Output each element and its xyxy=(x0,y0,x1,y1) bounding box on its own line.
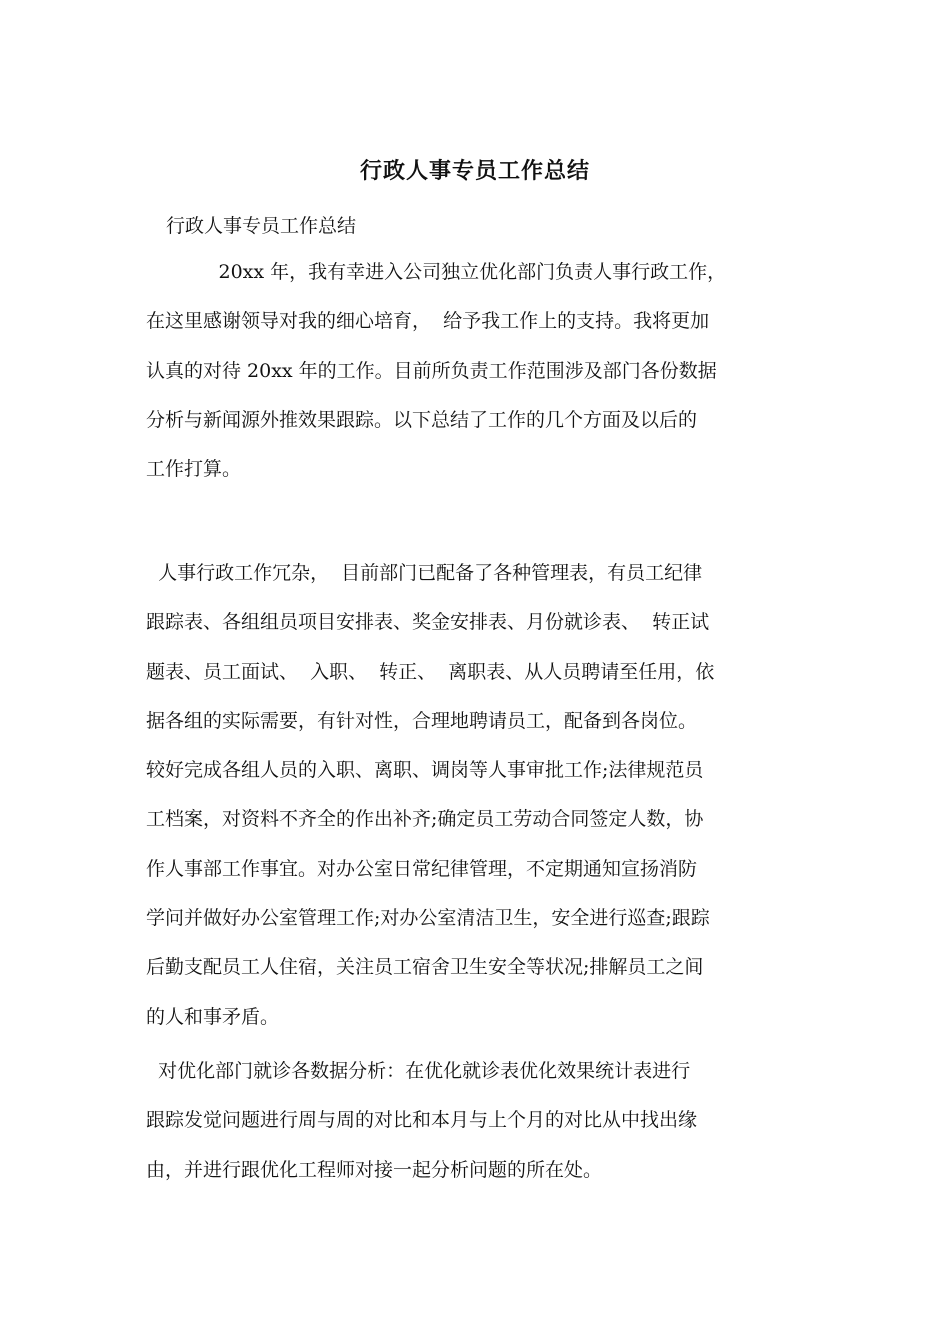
paragraph-line: 的人和事矛盾。 xyxy=(146,1005,280,1028)
paragraph-line: 据各组的实际需要，有针对性，合理地聘请员工，配备到各岗位。 xyxy=(146,709,698,732)
paragraph-line: 题表、员工面试、 入职、 转正、 离职表、从人员聘请至任用，依 xyxy=(146,660,715,683)
paragraph-line: 20xx 年，我有幸进入公司独立优化部门负责人事行政工作， xyxy=(146,261,727,283)
paragraph-hr-admin xyxy=(146,549,836,1042)
paragraph-data-analysis xyxy=(146,1047,836,1195)
paragraph-line: 认真的对待 20xx 年的工作。目前所负责工作范围涉及部门各份数据 xyxy=(146,359,717,382)
paragraph-line: 对优化部门就诊各数据分析：在优化就诊表优化效果统计表进行 xyxy=(146,1060,691,1082)
paragraph-line: 工作打算。 xyxy=(146,458,242,481)
paragraph-line: 作人事部工作事宜。对办公室日常纪律管理，不定期通知宣扬消防 xyxy=(146,857,698,880)
document-title: 行政人事专员工作总结 xyxy=(359,158,590,184)
paragraph-line: 跟踪发觉问题进行周与周的对比和本月与上个月的对比从中找出缘 xyxy=(146,1109,698,1132)
paragraph-line: 工档案，对资料不齐全的作出补齐;确定员工劳动合同签定人数，协 xyxy=(146,808,704,831)
paragraph-line: 后勤支配员工人住宿，关注员工宿舍卫生安全等状况;排解员工之间 xyxy=(146,956,704,979)
paragraph-intro xyxy=(146,248,836,494)
paragraph-line: 在这里感谢领导对我的细心培育， 给予我工作上的支持。我将更加 xyxy=(146,310,710,333)
paragraph-line: 学问并做好办公室管理工作;对办公室清洁卫生，安全进行巡查;跟踪 xyxy=(146,907,710,930)
paragraph-line: 分析与新闻源外推效果跟踪。以下总结了工作的几个方面及以后的 xyxy=(146,408,698,431)
paragraph-line: 跟踪表、各组组员项目安排表、奖金安排表、月份就诊表、 转正试 xyxy=(146,611,710,634)
paragraph-line: 由，并进行跟优化工程师对接一起分析问题的所在处。 xyxy=(146,1158,603,1181)
document-subtitle: 行政人事专员工作总结 xyxy=(166,215,357,237)
paragraph-line: 人事行政工作冗杂， 目前部门已配备了各种管理表，有员工纪律 xyxy=(146,562,703,584)
paragraph-line: 较好完成各组人员的入职、离职、调岗等人事审批工作;法律规范员 xyxy=(146,759,704,782)
